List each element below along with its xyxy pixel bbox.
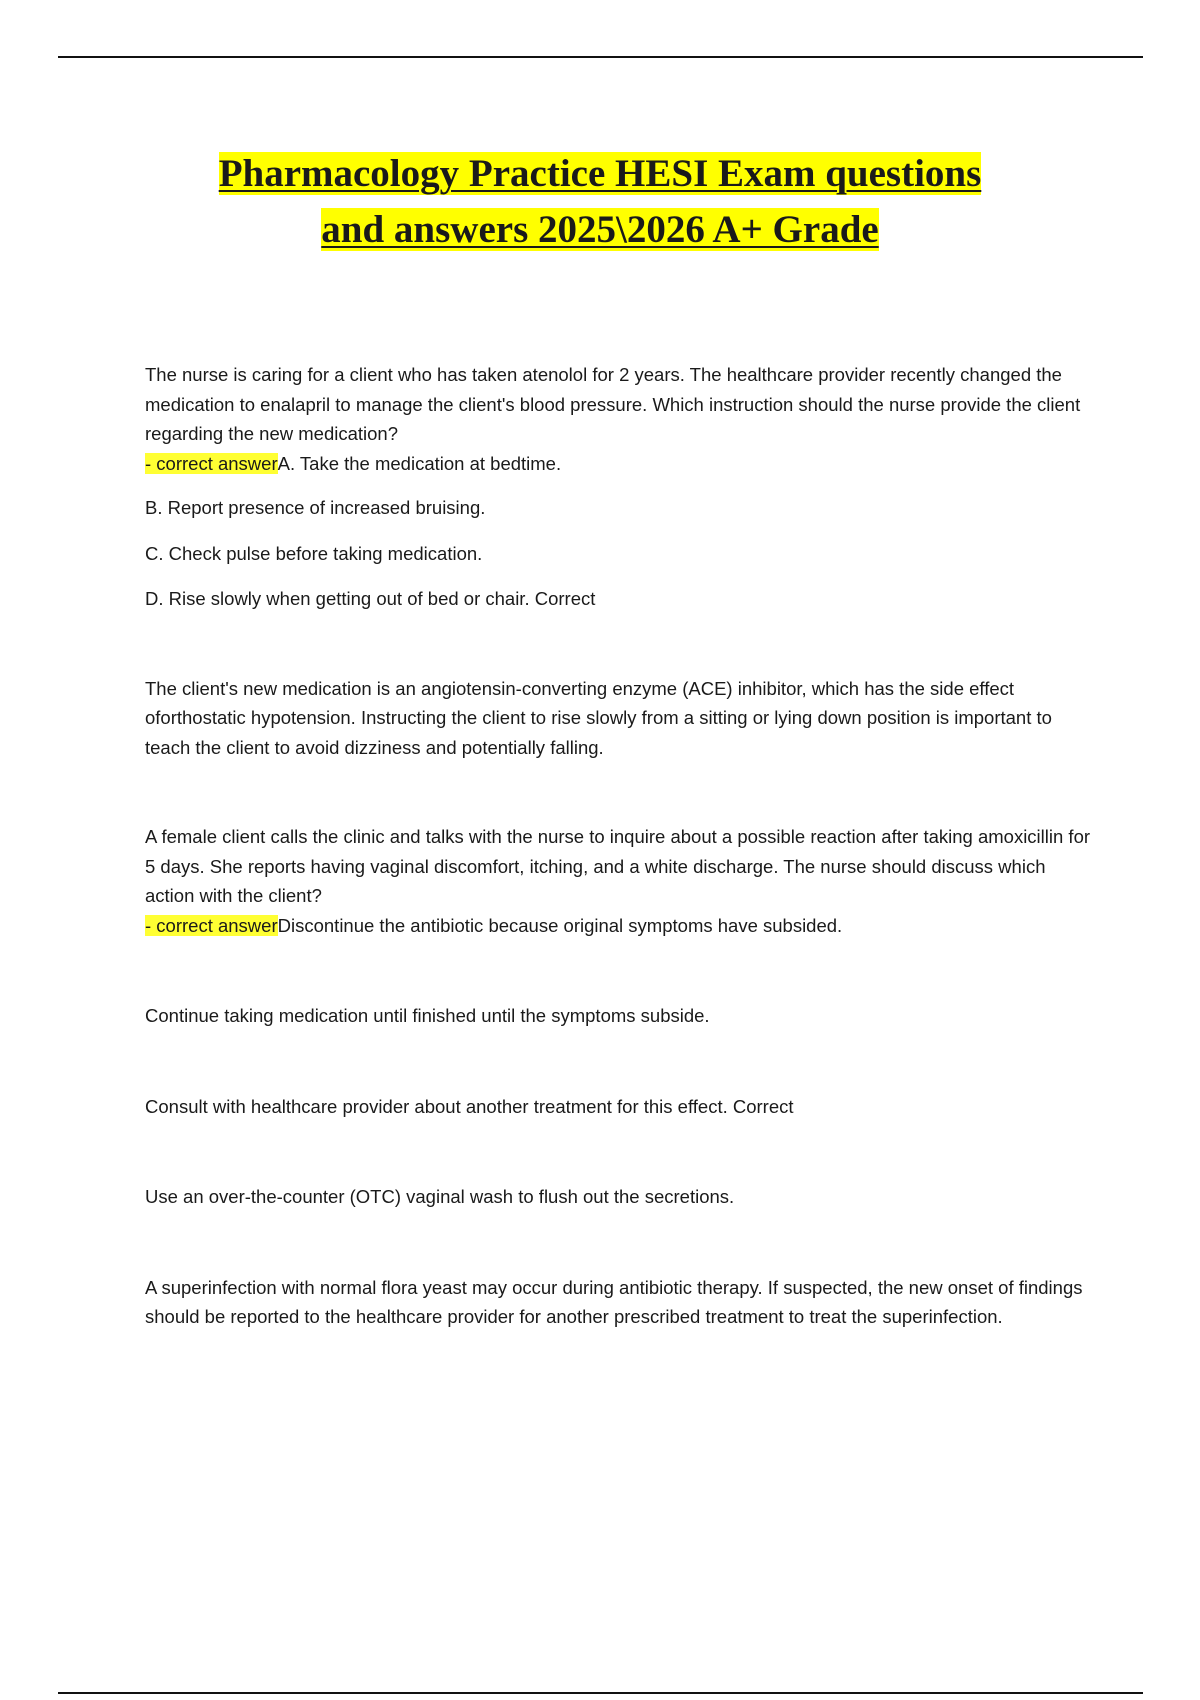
question-2-option-2: Continue taking medication until finished until the symptoms subside.: [145, 1005, 710, 1026]
correct-answer-marker: - correct answer: [145, 914, 278, 936]
question-2-text: A female client calls the clinic and talks with the nurse to inquire about a possible reaction after taking amoxicillin for 5 days. She reports having vaginal discomfort, itching, and a white discharge. The nurse should discuss which action with the client?: [145, 826, 1091, 906]
top-divider: [58, 56, 1143, 58]
question-1: [145, 360, 1095, 449]
document-body: [145, 360, 1095, 1332]
question-2-option-1: Discontinue the antibiotic because original symptoms have subsided.: [277, 914, 843, 936]
question-2-option-3: Consult with healthcare provider about another treatment for this effect. Correct: [145, 1095, 794, 1117]
question-1-text: The nurse is caring for a client who has taken atenolol for 2 years. The healthcare provider recently changed the medication to enalapril to manage the client's blood pressure. Which instruction should the nurse provide the client regarding the new medication?: [145, 364, 1081, 444]
document-title: [0, 146, 1200, 258]
question-2-option-4: Use an over-the-counter (OTC) vaginal wash to flush out the secretions.: [145, 1186, 735, 1207]
question-1-answer-line: [145, 449, 1095, 479]
question-1-option-a: A. Take the medication at bedtime.: [277, 452, 562, 474]
question-1-option-d: D. Rise slowly when getting out of bed or chair. Correct: [145, 588, 596, 609]
question-1-option-b: B. Report presence of increased bruising.: [145, 497, 486, 518]
question-2-rationale: A superinfection with normal flora yeast may occur during antibiotic therapy. If suspected, the new onset of findings should be reported to the healthcare provider for another prescribed treatment to treat the superinfection.: [145, 1276, 1083, 1327]
title-line-2: and answers 2025\2026 A+ Grade: [321, 208, 879, 251]
correct-answer-marker: - correct answer: [145, 452, 278, 474]
question-2: [145, 822, 1095, 911]
title-line-1: Pharmacology Practice HESI Exam questions: [218, 152, 982, 195]
question-1-option-c: C. Check pulse before taking medication.: [145, 542, 483, 564]
question-2-answer-line: [145, 911, 1095, 941]
question-1-rationale: The client's new medication is an angiotensin-converting enzyme (ACE) inhibitor, which has the side effect oforthostatic hypotension. Instructing the client to rise slowly from a sitting or lying down position is important to teach the client to avoid dizziness and potentially falling.: [145, 677, 1052, 758]
bottom-divider: [58, 1692, 1143, 1694]
